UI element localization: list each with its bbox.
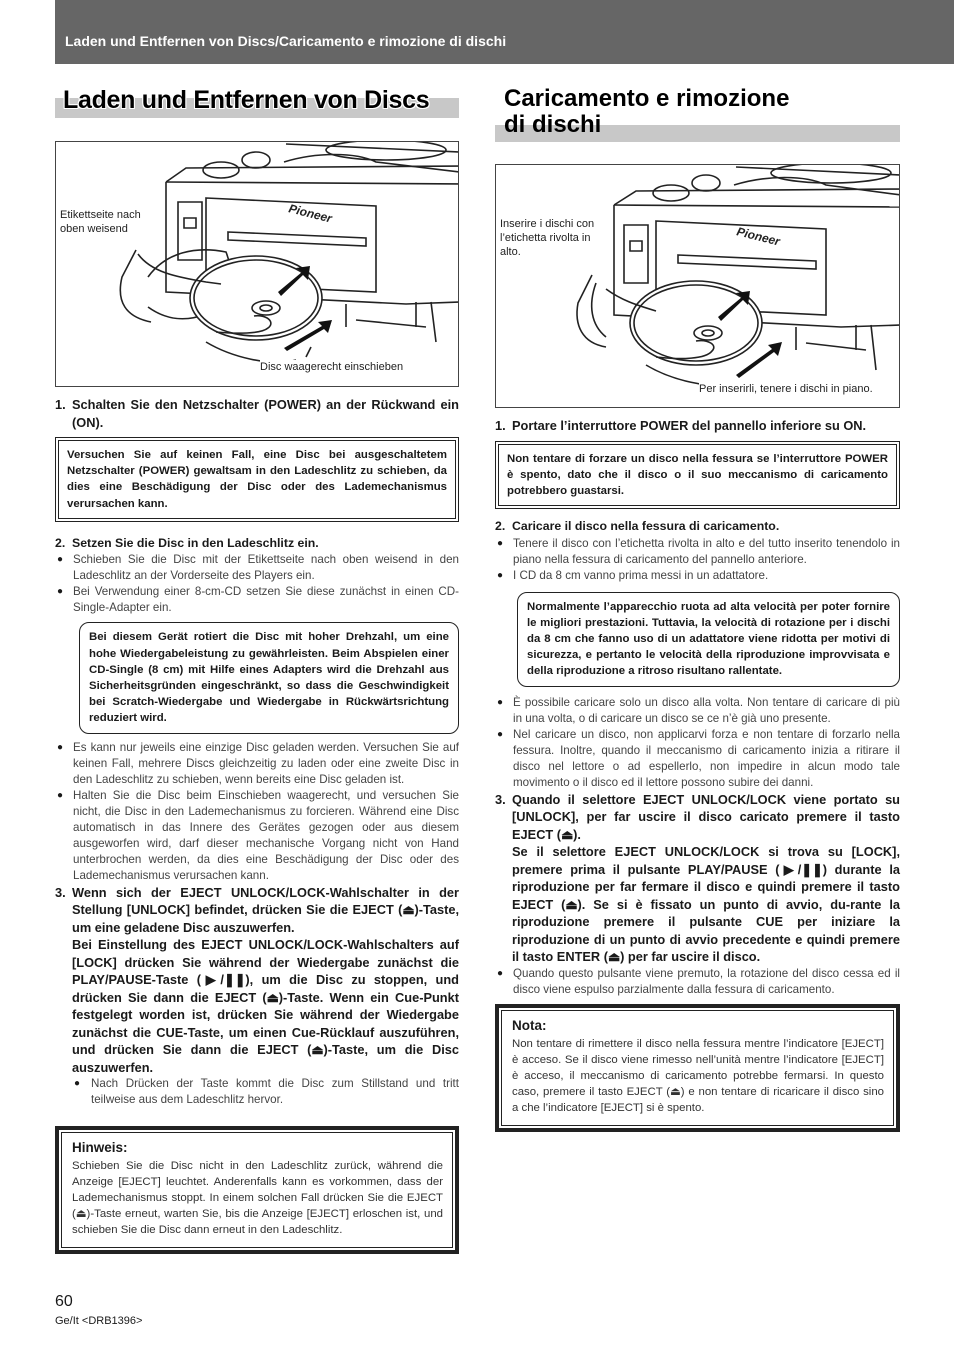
- brand-logo: Pioneer: [735, 224, 782, 249]
- rotation-note-de: Bei diesem Gerät rotiert die Disc mit hoher Drehzahl, um eine hohe Wiedergabeleistung zu gewährleisten. Beim Abspielen einer CD-Single (8 cm) mit Hilfe eines Adapters wird die Drehzahl aus Sicherheitsgründen eingeschränkt, so dass die Geschwindigkeit bei Scratch-Wiedergabe und Wiedergabe in Rückwärtsrichtung reduziert wird.: [79, 622, 459, 733]
- hint-text-de: Schieben Sie die Disc nicht in den Ladeschlitz zurück, während die Anzeige [EJECT] leuchtet. Anderenfalls kann es vorkommen, dass der Lademechanismus stoppt. In einem solchen Fall drücken Sie die EJECT (⏏)-Taste erneut, warten Sie, bis die Anzeige [EJECT] erloschen ist, und schieben Sie die Disc dann erneut in den Ladeschlitz.: [72, 1160, 443, 1237]
- bullet-de-2: ● Bei Verwendung einer 8-cm-CD setzen Sie diese zunächst in einen CD-Single-Adapter ein.: [57, 585, 459, 615]
- bullet-it-1: ● Tenere il disco con l’etichetta rivolta in alto e del tutto inserito tenendolo in piano nella fessura di caricamento del pannello anteriore.: [497, 536, 900, 566]
- heading-it: Caricamento e rimozione di dischi: [504, 85, 790, 138]
- rotation-note-it: Normalmente l’apparecchio ruota ad alta velocità per poter fornire le migliori prestazioni. Tuttavia, la velocità di rotazione per i dischi da 8 cm che fanno uso di un adattatore viene ridotta per motivi di sicurezza, e pertanto le velocità della riproduzione improvvisata e della riproduzione a ritroso risultano rallentate.: [517, 592, 900, 687]
- warning-box-de: Versuchen Sie auf keinen Fall, eine Disc bei ausgeschaltetem Netzschalter (POWER) gewaltsam in den Ladeschlitz zu schieben, da dies eine Beschädigung der Disc oder des Lademechanismus verursachen kann.: [55, 437, 459, 522]
- column-it: [495, 417, 900, 1132]
- heading-de: [55, 86, 459, 118]
- hint-title-de: Hinweis:: [72, 1140, 128, 1156]
- hint-title-it: Nota:: [512, 1017, 547, 1033]
- step-2-de: 2. Setzen Sie die Disc in den Ladeschlitz ein.: [55, 535, 319, 550]
- bullet-de-4: ● Halten Sie die Disc beim Einschieben waagerecht, und versuchen Sie nicht, die Disc in den Lademechanismus zu forcieren. Während eine Disc automatisch in das Innere des Gerätes gezogen oder aus diesem ausgeworfen wird, darf dieser mechanische Vorgang nicht von Hand unterbrochen werden, da dies eine Beschädigung der Disc oder des Lademechanismus verursachen kann.: [57, 788, 459, 882]
- caption-label-side: Etikettseite nach oben weisend: [60, 208, 158, 236]
- bullet-de-3: ● Es kann nur jeweils eine einzige Disc geladen werden. Versuchen Sie auf keinen Fall, mehrere Discs gleichzeitig zu laden oder eine zweite Disc in den Ladeschlitz zu schieben, wenn bereits eine Disc geladen ist.: [57, 740, 459, 786]
- header-title: Laden und Entfernen von Discs/Caricamento e rimozione di dischi: [65, 33, 507, 49]
- warning-box-it: Non tentare di forzare un disco nella fessura se l’interruttore POWER è spento, dato che il disco o il suo meccanismo di caricamento potrebbero guastarsi.: [495, 441, 900, 510]
- figure-disc-loading-it: [495, 164, 900, 408]
- caption-insert-flat: Disc waagerecht einschieben: [260, 361, 404, 373]
- figure-disc-loading-de: [55, 141, 459, 387]
- bullet-it-3: ● È possibile caricare solo un disco alla volta. Non tentare di caricare di più in una volta, o di caricare un disco se ce n’è già uno presente.: [497, 695, 900, 725]
- player-illustration-it: [496, 165, 900, 408]
- caption-label-up: Inserire i dischi con l’etichetta rivolta in alto.: [500, 217, 598, 259]
- brand-logo: Pioneer: [287, 201, 334, 226]
- step-3-it: 3. Quando il selettore EJECT UNLOCK/LOCK viene portato su [UNLOCK], per far uscire il disco caricato premere il tasto EJECT (⏏). Se il selettore EJECT UNLOCK/LOCK si trova su [LOCK], premere prima il pulsante PLAY/PAUSE (▶/❚❚) durante la riproduzione per far fermare il disco e quindi premere il tasto EJECT (⏏). Se si è fissato un punto di avvio, du-rante la riproduzione premere il pulsante CUE per iniziare la riproduzione di un punto di avvio precedente e quindi premere il tasto ENTER (⏏) per far uscire il disco.: [495, 791, 900, 965]
- hint-box-it: [495, 1004, 900, 1132]
- bullet-de-1: ● Schieben Sie die Disc mit der Etikettseite nach oben weisend in den Ladeschlitz an der Vorderseite des Players ein.: [57, 553, 459, 583]
- hint-box-de: [55, 1126, 459, 1254]
- page-number: 60: [55, 1293, 73, 1310]
- bullet-it-4: ● Nel caricare un disco, non applicarvi forza e non tentare di forzarlo nella fessura. Inoltre, quando il meccanismo di caricamento inizia a ritirare il disco nel lettore o ad espellerlo, non impedire in alcun modo tale movimento o il disco ed il lettore possono subire dei danni.: [497, 727, 900, 789]
- hint-text-it: Non tentare di rimettere il disco nella fessura mentre l’indicatore [EJECT] è acceso. Se il disco viene rimesso nell’unità mentre l’indicatore [EJECT] è acceso, il meccanismo di caricamento potrebbe fermarsi. In questo caso, premere il tasto EJECT (⏏) e non tentare di ricaricare il disco sino a che l’indicatore [EJECT] si è spento.: [512, 1037, 884, 1114]
- bullet-it-5: ● Quando questo pulsante viene premuto, la rotazione del disco cessa ed il disco viene espulso parzialmente dalla fessura di caricamento.: [497, 966, 900, 996]
- document-reference: Ge/It <DRB1396>: [55, 1315, 143, 1327]
- caption-hold-flat: Per inserirli, tenere i dischi in piano.: [699, 383, 873, 395]
- header-bar: [55, 0, 954, 64]
- bullet-de-5: ● Nach Drücken der Taste kommt die Disc zum Stillstand und tritt teilweise aus dem Ladeschlitz hervor.: [74, 1077, 459, 1107]
- player-illustration-de: [56, 142, 459, 387]
- heading-de-text: Laden und Entfernen von Discs: [63, 86, 430, 114]
- step-2-it: 2. Caricare il disco nella fessura di caricamento.: [495, 519, 780, 534]
- step-1-de: 1. Schalten Sie den Netzschalter (POWER) an der Rückwand ein (ON).: [55, 397, 459, 430]
- column-de: [55, 396, 459, 1254]
- bullet-it-2: ● I CD da 8 cm vanno prima messi in un adattatore.: [497, 568, 769, 582]
- step-3-de: 3. Wenn sich der EJECT UNLOCK/LOCK-Wahlschalter in der Stellung [UNLOCK] befindet, drücken Sie die EJECT (⏏)-Taste, um eine geladene Disc auszuwerfen. Bei Einstellung des EJECT UNLOCK/LOCK-Wahlschalters auf [LOCK] drücken Sie während der Wiedergabe zunächst die PLAY/PAUSE-Taste (▶/❚❚), um die Disc zu stoppen, und drücken Sie dann die EJECT (⏏)-Taste. Wenn ein Cue-Punkt festgelegt worden ist, drücken Sie während der Wiedergabe zunächst die CUE-Taste, um einen Cue-Rücklauf auszuführen, und drücken Sie dann die EJECT (⏏)-Taste, um die Disc auszuwerfen.: [55, 884, 459, 1075]
- step-1-it: 1. Portare l’interruttore POWER del pannello inferiore su ON.: [495, 418, 867, 433]
